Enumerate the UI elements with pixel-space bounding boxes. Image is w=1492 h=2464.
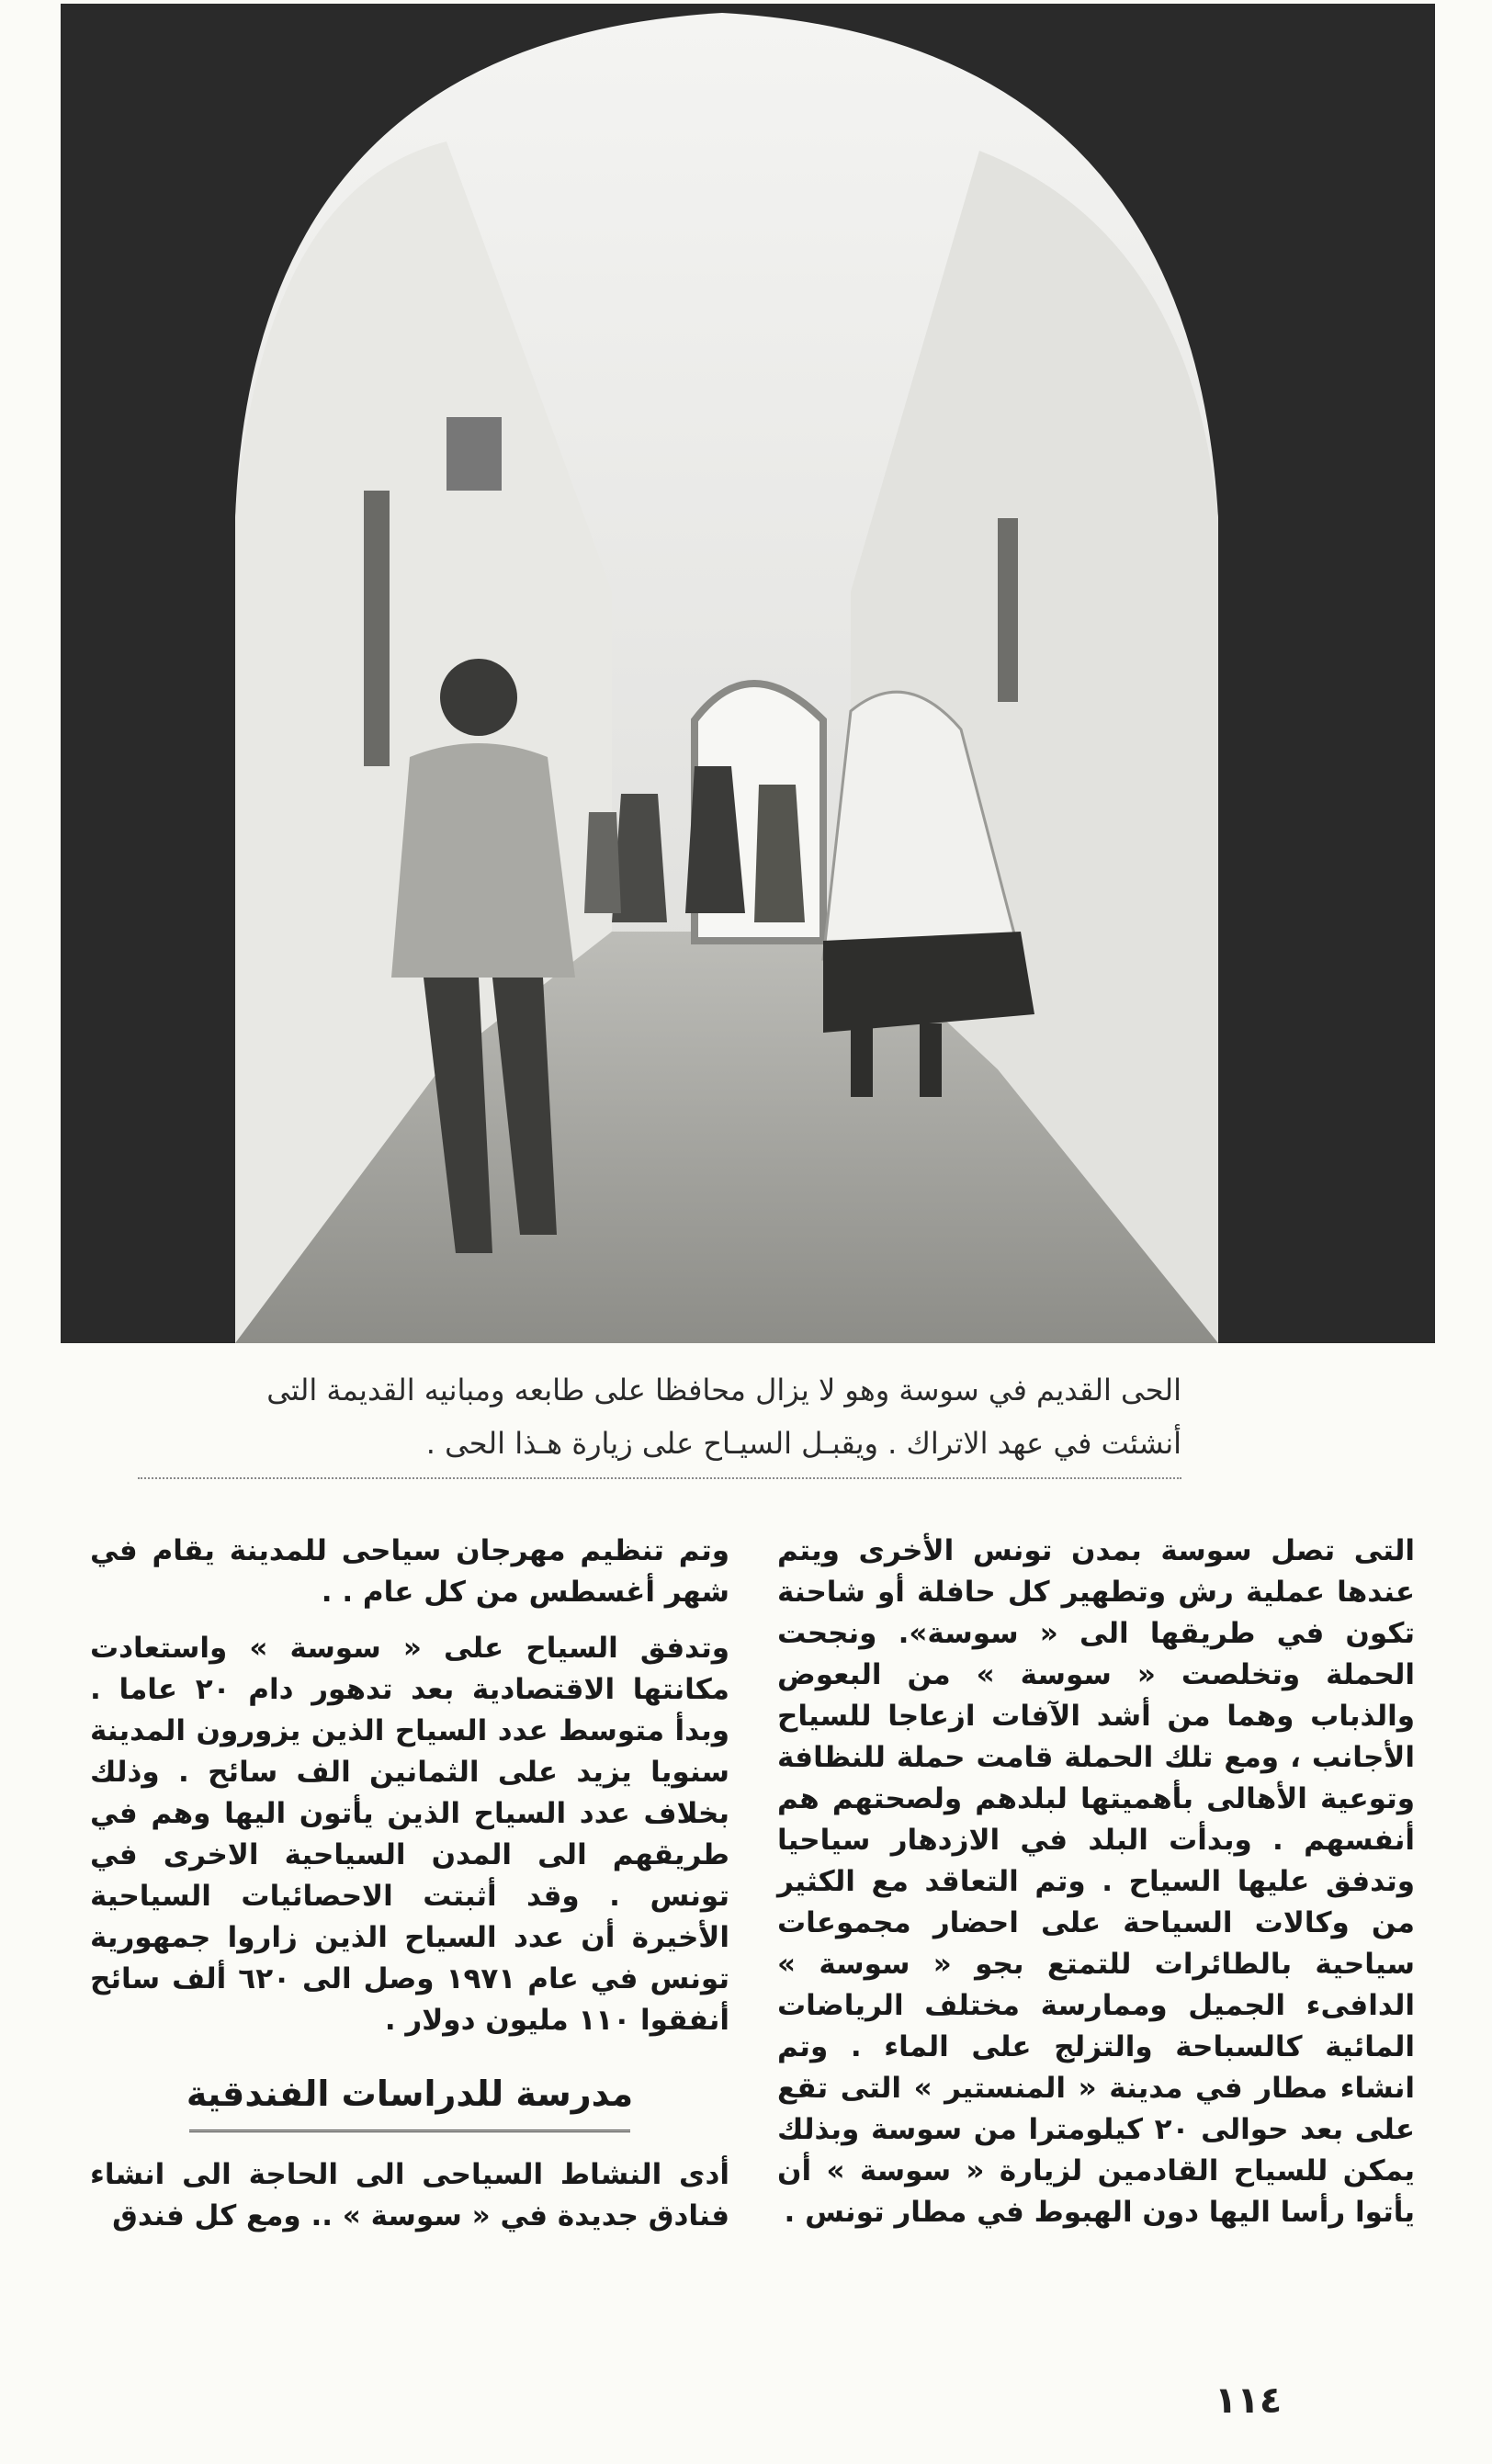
right-column-text: التى تصل سوسة بمدن تونس الأخرى ويتم عندها عملية رش وتطهير كل حافلة أو شاحنة تكون في طريقها الى « سوسة». ونجحت الحملة وتخلصت « سوسة » من البعوض والذباب وهما من أشد الآفات ازعاجا للسياح الأجانب ، ومع تلك الحملة قامت حملة للنظافة وتوعية الأهالى بأهميتها لبلدهم ولصحتهم هم أنفسهم . وبدأت البلد في الازدهار سياحيا وتدفق عليها السياح . وتم التعاقد مع الكثير من وكالات السياحة على احضار مجموعات سياحية بالطائرات للتمتع بجو « سوسة » الدافىء الجميل وممارسة مختلف الرياضات المائية كالسباحة والتزلج على الماء . وتم انشاء مطار في مدينة « المنستير » التى تقع على بعد حوالى ٢٠ كيلومترا من سوسة وبذلك يمكن للسياح القادمين لزيارة « سوسة » أن يأتوا رأسا اليها دون الهبوط في مطار تونس . <box>777 1534 1415 2229</box>
article-column-left <box>90 1531 729 2252</box>
photo-caption <box>138 1363 1181 1470</box>
caption-line-1: الحى القديم في سوسة وهو لا يزال محافظا على طابعه ومبانيه القديمة التى <box>266 1373 1181 1407</box>
article-column-right <box>777 1531 1415 2248</box>
arch-street-illustration <box>61 4 1435 1343</box>
page-number: ١١٤ <box>1215 2379 1283 2422</box>
street-photo <box>61 4 1435 1343</box>
section-heading: مدرسة للدراسات الفندقية <box>186 2074 634 2114</box>
left-paragraph-2: وتدفق السياح على « سوسة » واستعادت مكانتها الاقتصادية بعد تدهور دام ٢٠ عاما . وبدأ متوسط عدد السياح الذين يزورون المدينة سنويا يزيد على الثمانين الف سائح . وذلك بخلاف عدد السياح الذين يأتون اليها وهم في طريقهم الى المدن السياحية الاخرى في تونس . وقد أثبتت الاحصائيات السياحية الأخيرة أن عدد السياح الذين زاروا جمهورية تونس في عام ١٩٧١ وصل الى ٦٢٠ ألف سائح أنفقوا ١١٠ مليون دولار . <box>90 1632 730 2037</box>
caption-divider <box>138 1477 1181 1479</box>
caption-line-2: أنشئت في عهد الاتراك . ويقبـل السيـاح على زيارة هـذا الحى . <box>425 1426 1181 1461</box>
left-paragraph-1: وتم تنظيم مهرجان سياحى للمدينة يقام في شهر أغسطس من كل عام . . <box>90 1534 729 1609</box>
left-paragraph-3: أدى النشاط السياحى الى الحاجة الى انشاء فنادق جديدة في « سوسة » .. ومع كل فندق <box>90 2158 729 2232</box>
heading-underline <box>189 2130 630 2132</box>
